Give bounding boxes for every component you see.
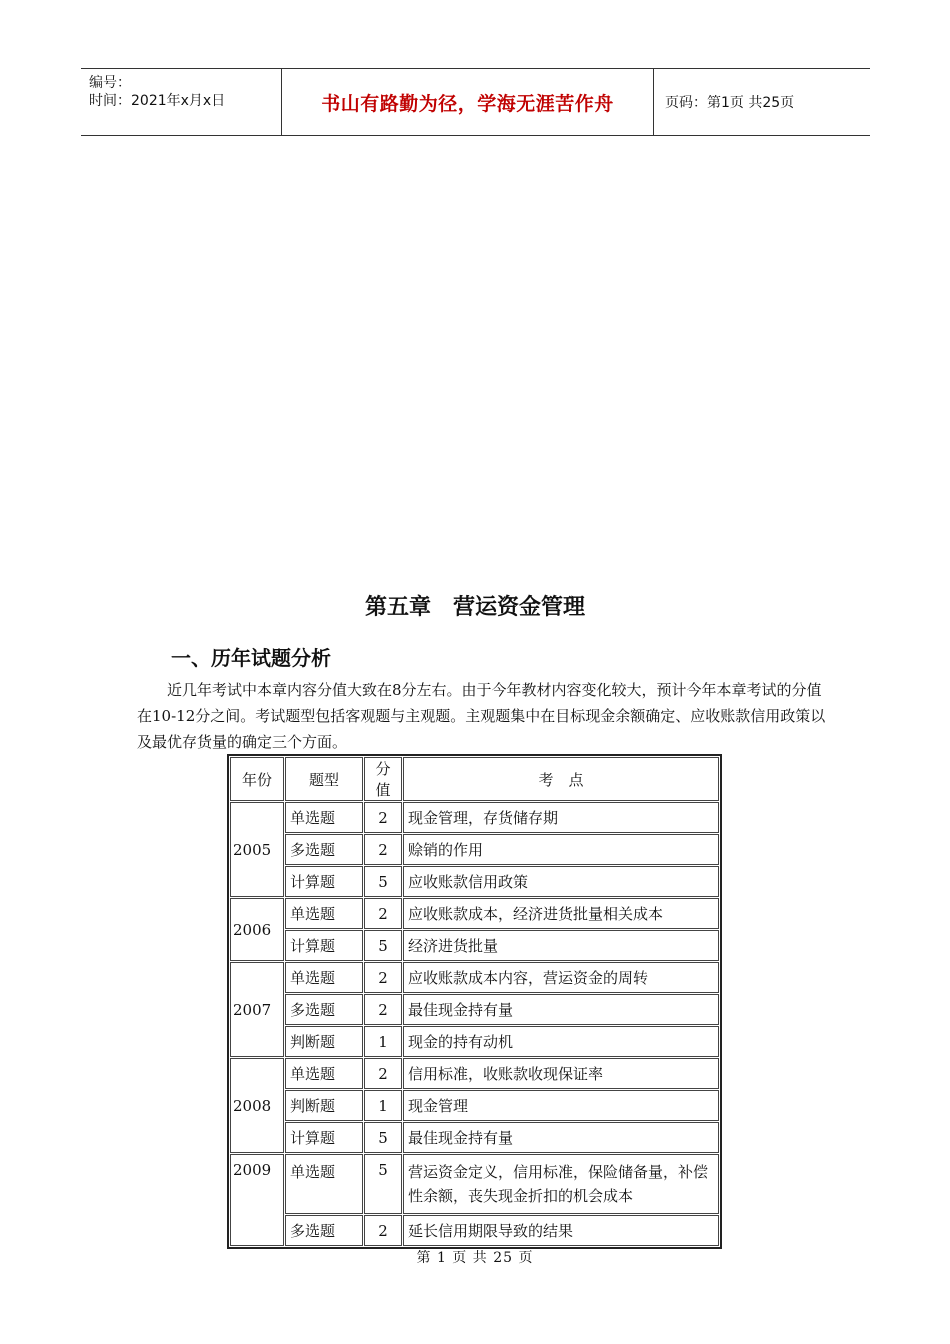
chapter-title: 第五章 营运资金管理: [364, 595, 585, 620]
score-cell: 2: [364, 994, 402, 1025]
intro-text: 近几年考试中本章内容分值大致在8分左右。由于今年教材内容变化较大，预计今年本章考试的分值在10-12分之间。考试题型包括客观题与主观题。主观题集中在目标现金余额确定、应收账款信用政策以及最优存货量的确定三个方面。: [137, 681, 826, 751]
score-cell: 2: [364, 962, 402, 993]
header-year: 年份: [230, 757, 284, 801]
table-row: [230, 1122, 719, 1153]
type-cell: 单选题: [285, 962, 363, 993]
score-cell: 1: [364, 1026, 402, 1057]
topic-cell: 经济进货批量: [403, 930, 719, 961]
header-score: 分值: [364, 757, 402, 801]
header-type: 题型: [285, 757, 363, 801]
table-row: [230, 1090, 719, 1121]
time-label: 时间：2021年x月x日: [89, 93, 226, 109]
topic-cell: 最佳现金持有量: [403, 1122, 719, 1153]
type-cell: 单选题: [285, 1154, 363, 1214]
header-box: [81, 68, 870, 136]
year-cell: 2009: [230, 1154, 284, 1246]
topic-cell: 现金管理: [403, 1090, 719, 1121]
score-cell: 1: [364, 1090, 402, 1121]
table-row: [230, 1026, 719, 1057]
type-cell: 单选题: [285, 1058, 363, 1089]
score-cell: 5: [364, 930, 402, 961]
header-page-cell: [654, 69, 870, 135]
score-cell: 2: [364, 1058, 402, 1089]
type-cell: 判断题: [285, 1026, 363, 1057]
header-topic: 考 点: [403, 757, 719, 801]
topic-cell: 应收账款成本，经济进货批量相关成本: [403, 898, 719, 929]
score-cell: 5: [364, 866, 402, 897]
topic-cell: 赊销的作用: [403, 834, 719, 865]
intro-paragraph: [137, 677, 827, 755]
type-cell: 单选题: [285, 802, 363, 833]
table-row: [230, 1154, 719, 1214]
type-cell: 多选题: [285, 1215, 363, 1246]
type-cell: 计算题: [285, 866, 363, 897]
topic-cell: 信用标准，收账款收现保证率: [403, 1058, 719, 1089]
header-left-cell: [81, 69, 281, 135]
year-cell: 2005: [230, 802, 284, 897]
table-row: [230, 802, 719, 833]
table-row: [230, 834, 719, 865]
number-label: 编号：: [89, 75, 131, 91]
page-footer: 第 1 页 共 25 页: [416, 1250, 534, 1266]
score-cell: 2: [364, 1215, 402, 1246]
topic-cell: 现金管理，存货储存期: [403, 802, 719, 833]
score-cell: 5: [364, 1122, 402, 1153]
header-motto-cell: [281, 69, 654, 135]
type-cell: 多选题: [285, 994, 363, 1025]
topic-cell: 应收账款信用政策: [403, 866, 719, 897]
section-title: 一、历年试题分析: [171, 646, 331, 670]
year-cell: 2008: [230, 1058, 284, 1153]
table-row: [230, 962, 719, 993]
topic-cell: 最佳现金持有量: [403, 994, 719, 1025]
topic-cell: 营运资金定义，信用标准，保险储备量，补偿性余额，丧失现金折扣的机会成本: [403, 1154, 719, 1214]
table-row: [230, 1058, 719, 1089]
type-cell: 单选题: [285, 898, 363, 929]
page-info: 页码：第1页 共25页: [665, 95, 795, 111]
year-cell: 2007: [230, 962, 284, 1057]
type-cell: 判断题: [285, 1090, 363, 1121]
score-cell: 2: [364, 834, 402, 865]
table-header-row: [230, 757, 719, 801]
topic-cell: 延长信用期限导致的结果: [403, 1215, 719, 1246]
table-row: [230, 930, 719, 961]
table-row: [230, 866, 719, 897]
motto-text: 书山有路勤为径，学海无涯苦作舟: [321, 92, 614, 115]
type-cell: 计算题: [285, 930, 363, 961]
topic-cell: 现金的持有动机: [403, 1026, 719, 1057]
topic-cell: 应收账款成本内容，营运资金的周转: [403, 962, 719, 993]
table-row: [230, 898, 719, 929]
score-cell: 5: [364, 1154, 402, 1214]
score-cell: 2: [364, 898, 402, 929]
type-cell: 多选题: [285, 834, 363, 865]
table-row: [230, 994, 719, 1025]
score-cell: 2: [364, 802, 402, 833]
exam-analysis-table: [227, 754, 722, 1249]
year-cell: 2006: [230, 898, 284, 961]
table-row: [230, 1215, 719, 1246]
type-cell: 计算题: [285, 1122, 363, 1153]
